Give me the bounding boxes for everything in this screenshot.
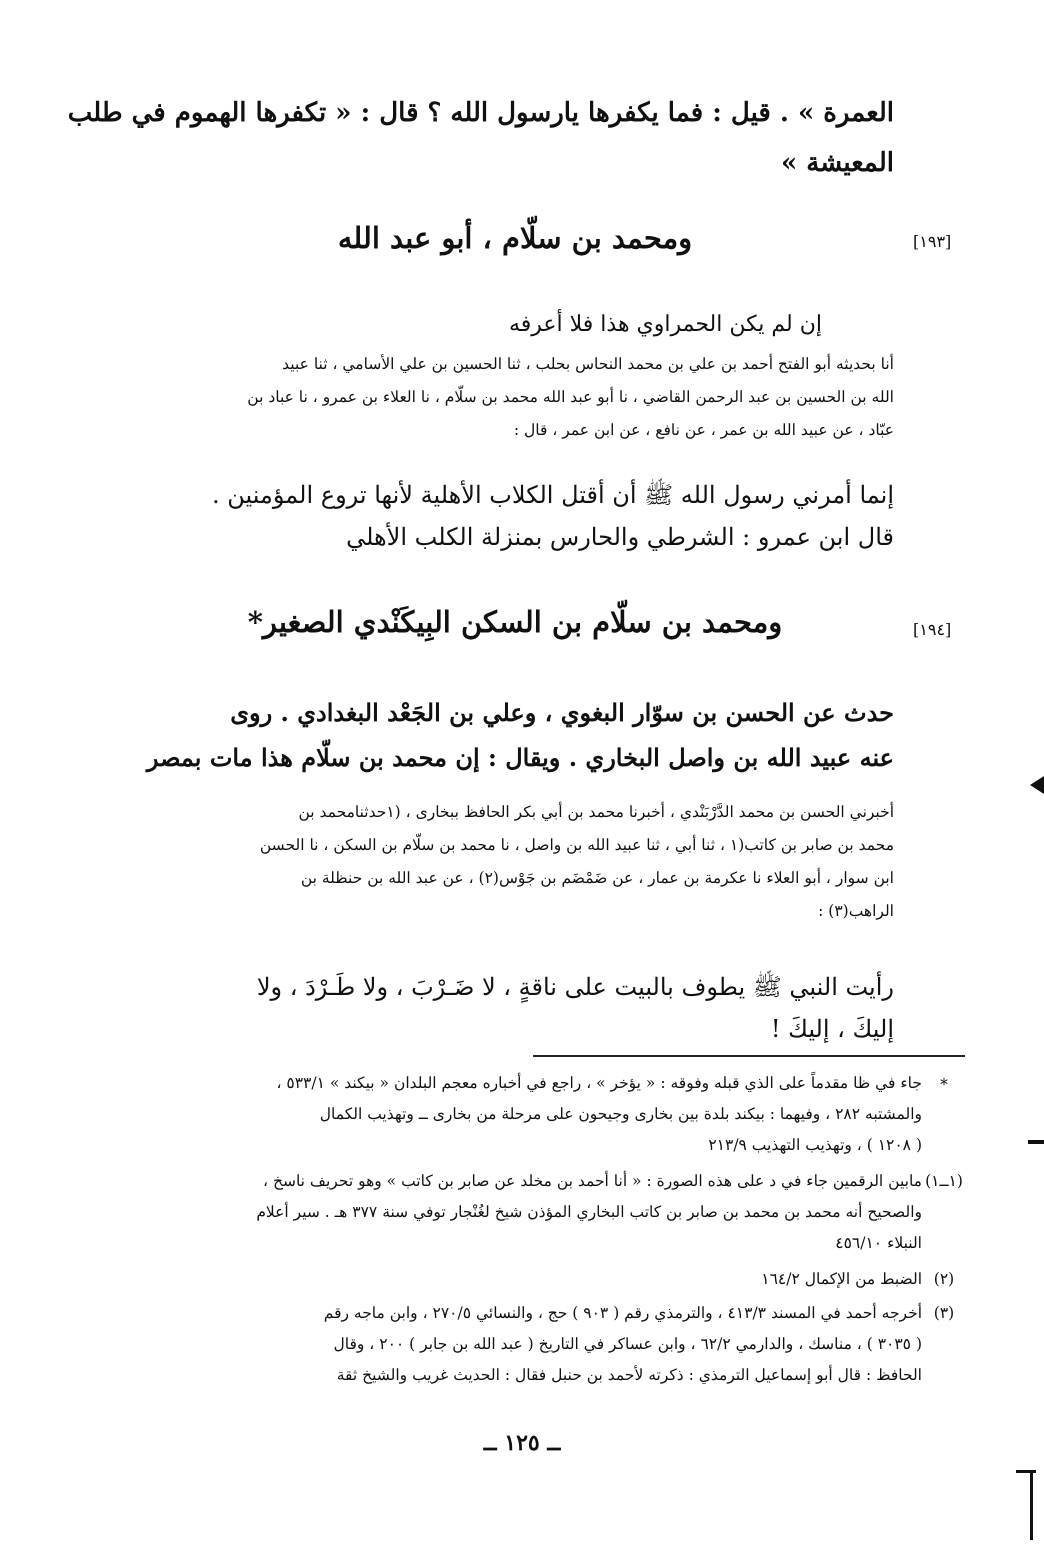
footnote-line: الحافظ : قال أبو إسماعيل الترمذي : ذكرته لأحمد بن حنبل فقال : الحديث غريب والشيخ ثقة [336, 1366, 922, 1384]
entry-194-isnad [164, 796, 894, 928]
bio-line: عنه عبيد الله بن واصل البخاري . ويقال : إن محمد بن سلّام هذا مات بمصر [146, 743, 894, 772]
isnad-line: ابن سوار ، أبو العلاء نا عكرمة بن عمار ، عن ضَمْضَم بن جَوْس(٢) ، عن عبد الله بن حنظلة بن [300, 869, 894, 887]
isnad-line: الله بن الحسين بن عبد الرحمن القاضي ، نا أبو عبد الله محمد بن سلّام ، نا العلاء بن عمرو ، نا عباد بن [247, 388, 894, 406]
footnote-line: الضبط من الإكمال ١٦٤/٢ [761, 1270, 922, 1288]
scan-edge-mark [1028, 1140, 1044, 1144]
entry-194-heading: ومحمد بن سلّام بن السكن البِيكَنْدي الصغير* [247, 605, 783, 639]
scan-edge-mark [1030, 776, 1044, 794]
footnote-line: أخرجه أحمد في المسند ٤١٣/٣ ، والترمذي رقم ( ٩٠٣ ) حج ، والنسائي ٢٧٠/٥ ، وابن ماجه رقم [323, 1304, 922, 1322]
footnote-2 [165, 1264, 922, 1295]
footnote-1 [165, 1166, 922, 1259]
entry-193-isnad [164, 348, 894, 447]
entry-193-note: إن لم يكن الحمراوي هذا فلا أعرفه [508, 312, 822, 337]
footnote-line: النبلاء ٤٥٦/١٠ [835, 1234, 922, 1252]
footnote-line: والصحيح أنه محمد بن محمد بن صابر بن كاتب البخاري المؤذن شيخ لغُنْجار توفي سنة ٣٧٧ هـ . سير أعلام [256, 1203, 922, 1221]
footnote-line: مابين الرقمين جاء في د على هذه الصورة : « أنا أحمد بن مخلد عن صابر بن كاتب » وهو تحريف ناسخ ، [263, 1172, 922, 1190]
entry-193-heading: ومحمد بن سلّام ، أبو عبد الله [337, 221, 693, 255]
isnad-line: عبّاد ، عن عبيد الله بن عمر ، عن نافع ، عن ابن عمر ، قال : [513, 421, 894, 439]
scan-edge-mark [1016, 1470, 1036, 1473]
footnote-mark: * [940, 1076, 948, 1094]
entry-194-number: [١٩٤] [913, 620, 952, 639]
footnote-3 [165, 1298, 922, 1391]
footnote-mark: (١ــ١) [925, 1172, 963, 1190]
intro-line-1: العمرة » . قيل : فما يكفرها يارسول الله ؟ قال : « تكفرها الهموم في طلب [67, 98, 894, 128]
matn-line: رأيت النبي ﷺ يطوف بالبيت على ناقةٍ ، لا ضَـرْبَ ، ولا طَـرْدَ ، ولا [256, 973, 894, 1001]
scan-edge-mark [1030, 1470, 1033, 1540]
entry-193-matn [164, 474, 894, 558]
bio-line: حدث عن الحسن بن سوّار البغوي ، وعلي بن الجَعْد البغدادي . روى [230, 698, 894, 727]
isnad-line: الراهب(٣) : [818, 902, 894, 920]
footnote-star [165, 1068, 922, 1161]
entry-193-number: [١٩٣] [913, 232, 952, 251]
footnote-line: ( ١٢٠٨ ) ، وتهذيب التهذيب ٢١٣/٩ [708, 1136, 922, 1154]
isnad-line: أنا بحديثه أبو الفتح أحمد بن علي بن محمد النحاس بحلب ، ثنا الحسين بن علي الأسامي ، ثنا عبيد [282, 355, 894, 373]
entry-194-bio [146, 690, 894, 780]
entry-194-matn [164, 966, 894, 1050]
matn-line: إنما أمرني رسول الله ﷺ أن أقتل الكلاب الأهلية لأنها تروع المؤمنين . [212, 481, 894, 509]
footnote-line: والمشتبه ٢٨٢ ، وفيهما : بيكند بلدة بين بخارى وجيحون على مرحلة من بخارى ــ وتهذيب الكمال [319, 1105, 922, 1123]
footnote-separator [533, 1055, 965, 1057]
intro-text [67, 88, 894, 188]
isnad-line: محمد بن صابر بن كاتب(١ ، ثنا أبي ، ثنا عبيد الله بن واصل ، نا محمد بن سلّام بن السكن ، نا الحسن [259, 836, 894, 854]
footnote-mark: (٣) [933, 1304, 955, 1322]
footnote-line: جاء في ظا مقدماً على الذي قبله وفوقه : « يؤخر » ، راجع في أخباره معجم البلدان « بيكند » ٥٣٣/١ ، [276, 1074, 922, 1092]
isnad-line: أخبرني الحسن بن محمد الدَّرْبَنْدي ، أخبرنا محمد بن أبي بكر الحافظ ببخارى ، (١حدثنامحمد بن [298, 803, 894, 821]
footnote-mark: (٢) [933, 1270, 955, 1288]
matn-line: إليكَ ، إليكَ ! [770, 1015, 894, 1043]
intro-line-2: المعيشة » [780, 148, 894, 178]
page-number: ــ ١٢٥ ــ [483, 1430, 561, 1456]
matn-line: قال ابن عمرو : الشرطي والحارس بمنزلة الكلب الأهلي [346, 523, 894, 551]
footnote-line: ( ٣٠٣٥ ) ، مناسك ، والدارمي ٦٢/٢ ، وابن عساكر في التاريخ ( عبد الله بن جابر ) ٢٠٠ ، وقال [333, 1335, 922, 1353]
